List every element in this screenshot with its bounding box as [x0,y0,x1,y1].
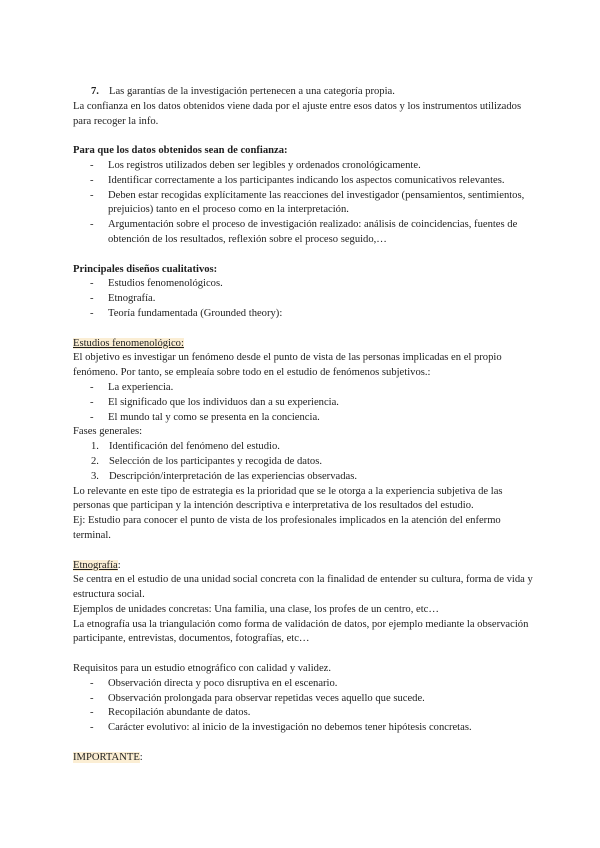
list-item: - Carácter evolutivo: al inicio de la investigación no debemos tener hipótesis concretas. [90,722,472,734]
list-item-text: Deben estar recogidas explícitamente las reacciones del investigador (pensamientos, sentimientos, prejuicios) tanto en el proceso como en la interpretación. [108,189,525,216]
phase-item [73,455,533,470]
ethnography-p1: Se centra en el estudio de una unidad social concreta con la finalidad de entender su cultura, forma de vida y estructura social. [73,574,533,601]
list-item-text: Estudios fenomenológicos. [108,278,223,290]
list-item-text: Carácter evolutivo: al inicio de la investigación no debemos tener hipótesis concretas. [108,722,472,734]
list-item-text: El mundo tal y como se presenta en la conciencia. [108,411,320,423]
list-item-text: Observación directa y poco disruptiva en el escenario. [108,677,338,689]
list-item-text: Argumentación sobre el proceso de investigación realizado: análisis de coincidencias, fuentes de obtención de los resultados, reflexión sobre el proceso seguido,… [108,219,518,245]
list-item: - Deben estar recogidas explícitamente las reacciones del investigador (pensamientos, sentimientos, prejuicios) tanto en el proceso como en la interpretación. [90,189,525,216]
phases-label: Fases generales: [73,426,143,438]
list-item: - El significado que los individuos dan a su experiencia. [90,396,339,408]
list-item-text: El significado que los individuos dan a su experiencia. [108,396,339,408]
list-item: - Observación prolongada para observar repetidas veces aquello que sucede. [90,692,425,704]
numbered-item [73,85,533,100]
phase-number: 3. [91,470,99,482]
list-item: - Identificar correctamente a los participantes indicando los aspectos comunicativos relevantes. [90,174,505,186]
phase-text: Descripción/interpretación de las experiencias observadas. [109,470,357,482]
phenomenological-heading: Estudios fenomenológico: [73,337,184,349]
phase-item [73,440,533,455]
phase-text: Identificación del fenómeno del estudio. [109,441,280,453]
list-item-text: Observación prolongada para observar repetidas veces aquello que sucede. [108,692,425,704]
phase-number: 1. [91,441,99,453]
reliability-heading: Para que los datos obtenidos sean de confianza: [73,145,288,157]
important-suffix: : [139,751,143,763]
list-item: - Teoría fundamentada (Grounded theory): [90,307,283,319]
designs-heading: Principales diseños cualitativos: [73,263,218,275]
list-item: - Los registros utilizados deben ser legibles y ordenados cronológicamente. [90,159,421,171]
ethnography-heading-suffix: : [117,559,121,571]
list-item-text: Identificar correctamente a los participantes indicando los aspectos comunicativos relevantes. [108,174,505,186]
confidence-paragraph: La confianza en los datos obtenidos viene dada por el ajuste entre esos datos y los instrumentos utilizados para recoger la info. [73,100,522,127]
item-number: 7. [91,86,99,97]
phenomenological-intro: El objetivo es investigar un fenómeno desde el punto de vista de las personas implicadas en el propio fenómeno. Por tanto, se empleaía sobre todo en el estudio de fenómenos subjetivos.: [73,352,502,379]
list-item-text: La experiencia. [108,381,174,393]
list-item: - Recopilación abundante de datos. [90,707,251,719]
relevance-paragraph: Lo relevante en este tipo de estrategia es la prioridad que se le otorga a la experiencia subjetiva de las personas que participan y la intención descriptiva e interpretativa de los resultados del estudio. [73,485,503,512]
list-item: - El mundo tal y como se presenta en la conciencia. [90,411,320,423]
requirements-label: Requisitos para un estudio etnográfico con calidad y validez. [73,663,331,675]
important-label: IMPORTANTE [73,751,140,763]
ethnography-p3: La etnografía usa la triangulación como forma de validación de datos, por ejemplo mediante la observación participante, entrevistas, documentos, fotografías, etc… [73,618,529,645]
list-item-text: Recopilación abundante de datos. [108,707,251,719]
phase-text: Selección de los participantes y recogida de datos. [109,455,322,467]
example-paragraph: Ej: Estudio para conocer el punto de vista de los profesionales implicados en la atención del enfermo terminal. [73,515,501,541]
list-item: - Estudios fenomenológicos. [90,278,223,290]
phase-item [73,470,533,485]
document-page [73,85,533,766]
ethnography-p2: Ejemplos de unidades concretas: Una familia, una clase, los profes de un centro, etc… [73,603,439,615]
list-item: - Observación directa y poco disruptiva en el escenario. [90,677,338,689]
phase-number: 2. [91,455,99,467]
list-item-text: Teoría fundamentada (Grounded theory): [108,307,283,319]
list-item: - Etnografía. [90,293,156,305]
item-text: Las garantías de la investigación pertenecen a una categoría propia. [109,86,395,97]
ethnography-heading: Etnografía [73,559,118,571]
list-item: - Argumentación sobre el proceso de investigación realizado: análisis de coincidencias, fuentes de obtención de los resultados, reflexión sobre el proceso seguido,… [90,219,518,245]
list-item: - La experiencia. [90,381,174,393]
list-item-text: Etnografía. [108,293,156,305]
list-item-text: Los registros utilizados deben ser legibles y ordenados cronológicamente. [108,159,421,171]
